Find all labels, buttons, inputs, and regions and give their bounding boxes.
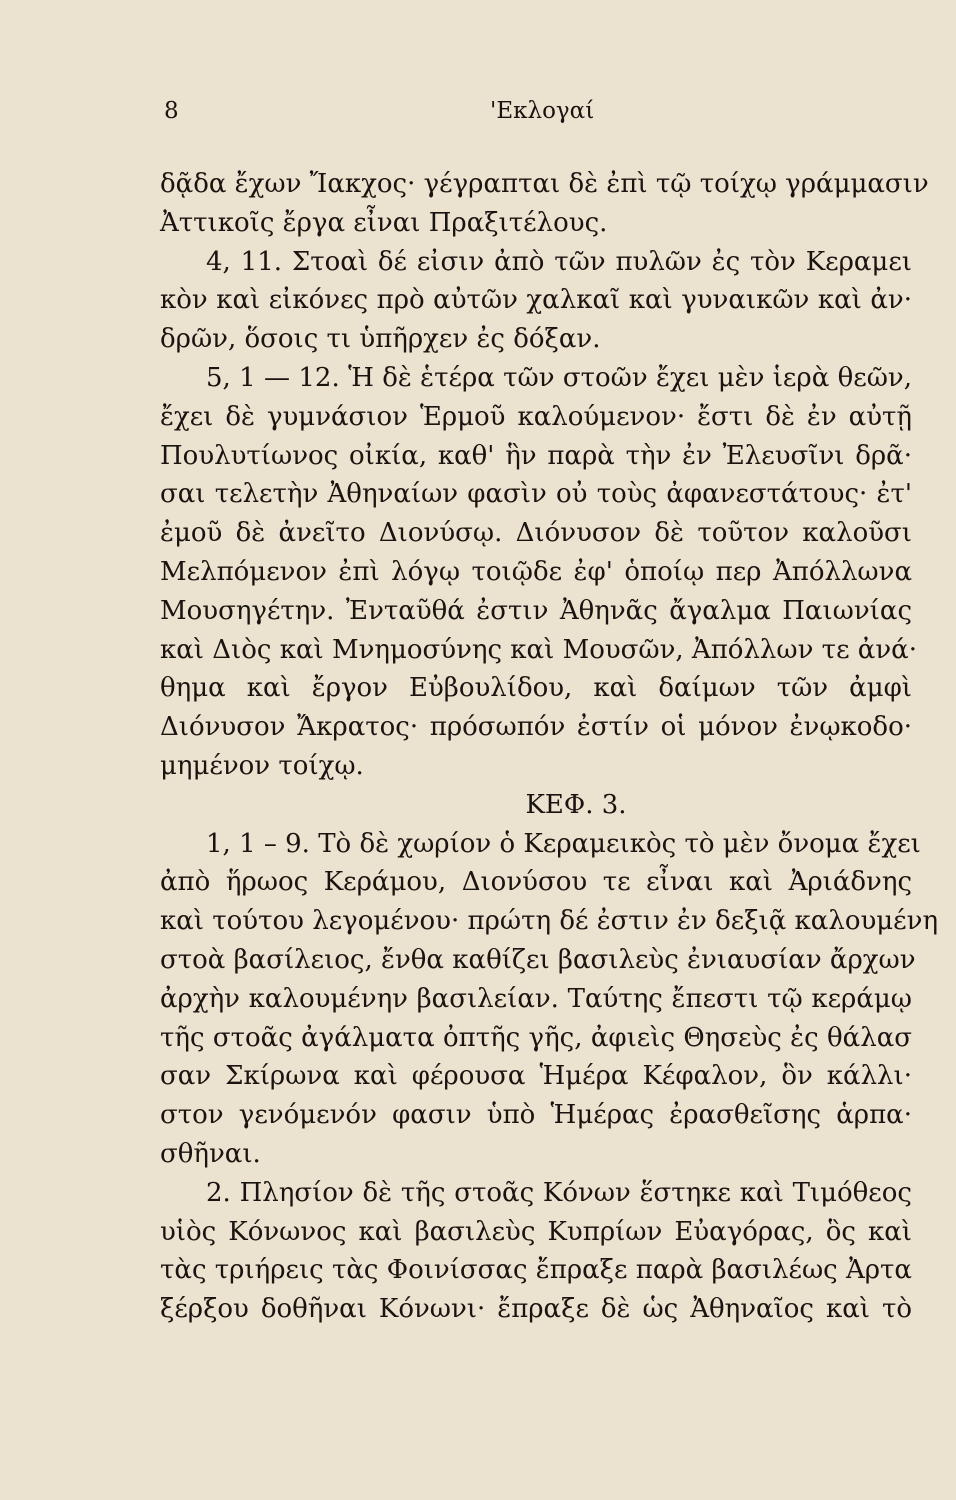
text-line: Πουλυτίωνος οἰκία, καθ' ἣν παρὰ τὴν ἐν Ἐλευσῖνι δρᾶ· [160, 440, 912, 471]
text-line: Διόνυσον Ἄκρατος· πρόσωπόν ἐστίν οἱ μόνον ἐνῳκοδο· [160, 712, 912, 743]
text-line: κὸν καὶ εἰκόνες πρὸ αὐτῶν χαλκαῖ καὶ γυναικῶν καὶ ἀν· [160, 285, 912, 316]
text-line: υἱὸς Κόνωνος καὶ βασιλεὺς Κυπρίων Εὐαγόρας, ὃς καὶ [160, 1216, 912, 1247]
text-line: στον γενόμενόν φασιν ὑπὸ Ἡμέρας ἐρασθεῖσης ἁρπα· [160, 1100, 912, 1131]
text-line: σθῆναι. [160, 1138, 261, 1169]
text-line: Ἀττικοῖς ἔργα εἶναι Πραξιτέλους. [160, 207, 608, 238]
text-line: ἐμοῦ δὲ ἀνεῖτο Διονύσῳ. Διόνυσον δὲ τοῦτον καλοῦσι [160, 518, 912, 549]
text-line: 2. Πλησίον δὲ τῆς στοᾶς Κόνων ἕστηκε καὶ Τιμόθεος [206, 1177, 912, 1208]
text-line: 5, 1 — 12. Ἡ δὲ ἑτέρα τῶν στοῶν ἔχει μὲν ἱερὰ θεῶν, [206, 362, 912, 393]
text-line: καὶ τούτου λεγομένου· πρώτη δέ ἐστιν ἐν δεξιᾷ καλουμένη [160, 906, 939, 937]
text-line: καὶ Διὸς καὶ Μνημοσύνης καὶ Μουσῶν, Ἀπόλλων τε ἀνά· [160, 634, 917, 665]
text-line: θημα καὶ ἔργον Εὐβουλίδου, καὶ δαίμων τῶν ἀμφὶ [160, 673, 912, 704]
text-line: ἔχει δὲ γυμνάσιον Ἑρμοῦ καλούμενον· ἔστι δὲ ἐν αὐτῇ [160, 401, 912, 432]
text-line: ἀπὸ ἥρωος Κεράμου, Διονύσου τε εἶναι καὶ Ἀριάδνης [160, 867, 912, 898]
running-title: 'Εκλογαί [490, 98, 595, 124]
text-line: Μουσηγέτην. Ἐνταῦθά ἐστιν Ἀθηνᾶς ἄγαλμα Παιωνίας [160, 595, 912, 626]
chapter-heading: ΚΕΦ. 3. [525, 789, 627, 820]
text-line: δρῶν, ὅσοις τι ὑπῆρχεν ἐς δόξαν. [160, 324, 601, 355]
body-text [160, 165, 939, 1329]
text-line: τὰς τριήρεις τὰς Φοινίσσας ἔπραξε παρὰ βασιλέως Ἀρτα [160, 1255, 912, 1286]
text-line: 1, 1 – 9. Τὸ δὲ χωρίον ὁ Κεραμεικὸς τὸ μὲν ὄνομα ἔχει [206, 828, 921, 859]
text-line: τῆς στοᾶς ἀγάλματα ὀπτῆς γῆς, ἀφιεὶς Θησεὺς ἐς θάλασ [160, 1022, 912, 1053]
text-line: ἀρχὴν καλουμένην βασιλείαν. Ταύτης ἔπεστι τῷ κεράμῳ [160, 983, 912, 1014]
text-line: 4, 11. Στοαὶ δέ εἰσιν ἀπὸ τῶν πυλῶν ἐς τὸν Κεραμει [206, 246, 912, 277]
text-line: στοὰ βασίλειος, ἔνθα καθίζει βασιλεὺς ἐνιαυσίαν ἄρχων [160, 944, 916, 975]
page-header [150, 98, 910, 138]
text-line: ξέρξου δοθῆναι Κόνωνι· ἔπραξε δὲ ὡς Ἀθηναῖος καὶ τὸ [160, 1294, 912, 1325]
page-number: 8 [164, 98, 179, 124]
text-line: μημένον τοίχῳ. [160, 750, 364, 781]
text-line: Μελπόμενον ἐπὶ λόγῳ τοιῷδε ἐφ' ὁποίῳ περ Ἀπόλλωνα [160, 556, 912, 587]
text-line: σαι τελετὴν Ἀθηναίων φασὶν οὐ τοὺς ἀφανεστάτους· ἐτ' [160, 479, 912, 510]
text-line: σαν Σκίρωνα καὶ φέρουσα Ἡμέρα Κέφαλον, ὃν κάλλι· [160, 1061, 912, 1092]
text-line: δᾷδα ἔχων Ἴακχος· γέγραπται δὲ ἐπὶ τῷ τοίχῳ γράμμασιν [160, 169, 929, 199]
